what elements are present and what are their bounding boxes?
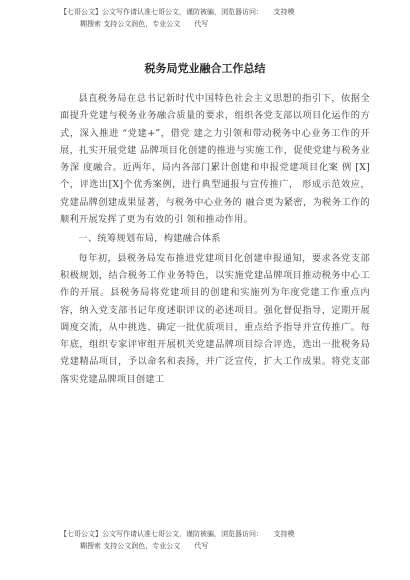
page-footer <box>60 528 390 552</box>
footer-line-1: 【七哥公文】公文写作请认准七哥公文，谨防被骗，浏览器访问： 支持模 <box>60 530 295 538</box>
document-body <box>60 90 370 388</box>
document-title: 税务局党业融合工作总结 <box>144 62 266 75</box>
footer-line-2: 糊搜索 支持公文润色，专业公文 代写 <box>80 542 209 550</box>
page-header <box>60 6 390 30</box>
intro-paragraph: 县直税务局在总书记新时代中国特色社会主义思想的指引下，依据全面提升党建与税务业务融合质量的要求，组织各党支部以项目化运作的方式，深入推进 “党建+”，借党 建之力引领和带动税务中心业务工作的开展，扎实开展党建 品牌项目化创建的推进与实施工作，促使党建与税务业务深 度融合。近两年，局内各部门累计创建和申报党建项目化案 例 [X]个，评选出[X]个优秀案例，进行典型通报与宣传推广， 形成示范效应，党建品牌创建成果显著，与税务中心业务的 融合更为紧密，为税务工作的顺利开展发挥了更为有效的引 领和推动作用。 <box>60 93 370 226</box>
header-line-2: 糊搜索 支持公文润色，专业公文 代写 <box>80 20 209 28</box>
header-line-1: 【七哥公文】公文写作请认准七哥公文，谨防被骗，浏览器访问： 支持模 <box>60 8 295 16</box>
section-paragraph: 每年初，县税务局发布推进党建项目化创建申报通知，要求各党支部积极规划，结合税务工作业务特色，以实施党建品牌项目推动税务中心工作的开展。县税务局将党建项目的创建和实施列为年度党建工作重点内容，纳入党支部书记年度述职评议的必述项目。强化督促指导，定期开展调度交流，从中挑选、确定一批优质项目，重点给予指导并宣传推广。每年底，组织专家评审组开展机关党建品牌项目综合评选，选出一批税务局党建精品项目，予以命名和表扬，并广泛宣传，扩大工作成果。将党支部落实党建品牌项目创建工 <box>60 252 370 385</box>
section-heading: 一、统筹规划布局，构建融合体系 <box>78 233 221 245</box>
